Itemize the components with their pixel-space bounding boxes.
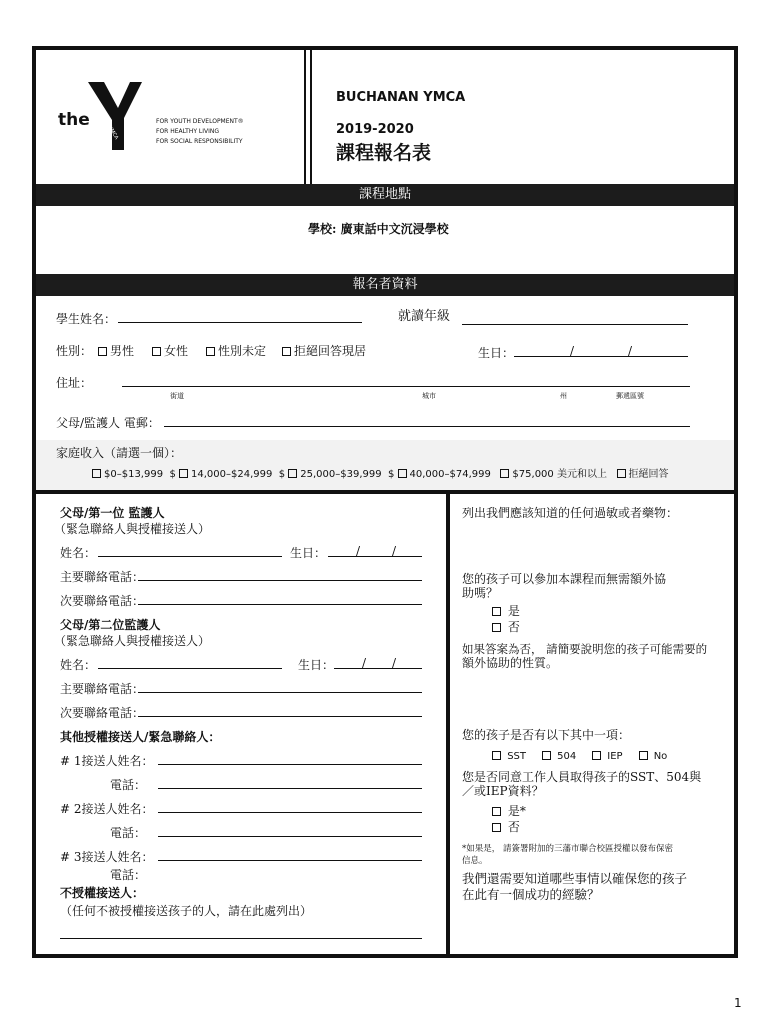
allergy-question: 列出我們應該知道的任何過敏或者藥物： <box>462 506 679 520</box>
checkbox[interactable] <box>492 823 501 832</box>
guardian2-secondary-phone-label: 次要聯絡電話： <box>60 706 145 720</box>
guardian2-secondary-phone-field[interactable] <box>138 716 422 717</box>
plan-no-label: No <box>653 751 668 762</box>
logo-ymca-text: YMCA <box>106 125 120 141</box>
plan-504-label: 504 <box>557 751 577 762</box>
tagline-1: FOR YOUTH DEVELOPMENT® <box>156 118 244 125</box>
consent-no-option[interactable] <box>492 820 520 834</box>
checkbox[interactable] <box>492 623 501 632</box>
footnote-2: 信息。 <box>462 856 488 866</box>
consent-yes-option[interactable] <box>492 804 526 818</box>
tagline-2: FOR HEALTHY LIVING <box>156 128 220 135</box>
income-dollar-3: $ <box>387 469 395 480</box>
pickup3-name-label: # 3接送人姓名： <box>60 850 154 864</box>
other-pickup-title: 其他授權接送人/緊急聯絡人： <box>60 730 221 744</box>
pickup2-name-field[interactable] <box>158 812 422 813</box>
plan-sst-label: SST <box>507 751 526 762</box>
dob-slash-1: / <box>570 344 575 358</box>
plan-iep-label: IEP <box>607 751 623 762</box>
assist-question-1: 您的孩子可以參加本課程而無需額外協 <box>462 572 667 586</box>
income-options <box>92 468 669 482</box>
checkbox[interactable] <box>492 807 501 816</box>
location-bar: 課程地點 <box>36 184 734 206</box>
assist-question-2: 助嗎？ <box>462 586 499 600</box>
guardian1-primary-phone-field[interactable] <box>138 580 422 581</box>
gender-decline-label: 拒絕回答現居 <box>294 344 367 358</box>
checkbox[interactable] <box>98 347 107 356</box>
guardian2-primary-phone-label: 主要聯絡電話： <box>60 682 145 696</box>
income-dollar-1: $ <box>169 469 176 480</box>
gender-female-label: 女性 <box>164 344 189 358</box>
not-authorized-title: 不授權接送人： <box>60 886 145 900</box>
student-name-field[interactable] <box>118 322 362 323</box>
dob-slash-2: / <box>628 344 633 358</box>
guardian2-primary-phone-field[interactable] <box>138 692 422 693</box>
checkbox[interactable] <box>152 347 161 356</box>
guardian1-dob-slash-2: / <box>392 544 397 558</box>
income-section <box>36 440 734 490</box>
page-number: 1 <box>734 996 742 1010</box>
pickup1-phone-label: 電話： <box>110 778 147 792</box>
pickup2-name-label: # 2接送人姓名： <box>60 802 154 816</box>
consent-1: 您是否同意工作人員取得孩子的SST、504與 <box>462 770 702 784</box>
student-name-label: 學生姓名： <box>56 312 117 326</box>
address-street-hint: 街道 <box>170 392 184 400</box>
guardian1-dob-slash-1: / <box>356 544 361 558</box>
pickup1-name-field[interactable] <box>158 764 422 765</box>
gender-decline-option[interactable] <box>282 344 366 358</box>
registrant-bar: 報名者資料 <box>36 274 734 296</box>
guardian1-primary-phone-label: 主要聯絡電話： <box>60 570 145 584</box>
guardian1-name-field[interactable] <box>98 556 282 557</box>
income-opt-6: 拒絕回答 <box>628 469 669 480</box>
guardian1-dob-label: 生日： <box>290 546 327 560</box>
plan-question: 您的孩子是否有以下其中一項： <box>462 728 631 742</box>
guardian1-dob-field[interactable] <box>328 556 422 557</box>
logo-block <box>36 50 306 184</box>
income-opt-5: $75,000 美元和以上 <box>512 469 607 480</box>
guardian2-title: 父母/第二位監護人 <box>60 618 161 632</box>
grade-label: 就讀年級 <box>398 309 451 324</box>
income-opt-1: $0–$13,999 <box>104 469 164 480</box>
guardian1-secondary-phone-field[interactable] <box>138 604 422 605</box>
address-state-hint: 州 <box>560 392 567 400</box>
address-zip-hint: 郵遞區號 <box>616 392 644 400</box>
grade-field[interactable] <box>462 324 688 325</box>
checkbox[interactable] <box>492 751 501 760</box>
dob-label: 生日： <box>478 346 515 360</box>
logo-the-text: the <box>58 110 90 130</box>
guardian1-subtitle: （緊急聯絡人與授權接送人） <box>54 522 211 536</box>
school-name: 學校: 廣東話中文沉浸學校 <box>308 222 449 236</box>
pickup3-phone-label: 電話： <box>110 868 147 882</box>
address-city-hint: 城市 <box>422 392 436 400</box>
guardian1-title: 父母/第一位 監護人 <box>60 506 165 520</box>
address-label: 住址： <box>56 376 93 390</box>
form-frame <box>32 46 738 958</box>
checkbox[interactable] <box>179 469 188 478</box>
plan-options <box>492 750 667 764</box>
guardian2-name-field[interactable] <box>98 668 282 669</box>
assist-no-option[interactable] <box>492 620 520 634</box>
income-opt-3: 25,000–$39,999 <box>300 469 382 480</box>
checkbox[interactable] <box>617 469 626 478</box>
explain-2: 額外協助的性質。 <box>462 656 559 670</box>
not-authorized-subtitle: （任何不被授權接送孩子的人，請在此處列出） <box>60 904 313 918</box>
guardian2-name-label: 姓名： <box>60 658 97 672</box>
form-title: 課程報名表 <box>336 142 432 164</box>
school-year: 2019-2020 <box>336 122 414 137</box>
pickup1-name-label: # 1接送人姓名： <box>60 754 154 768</box>
consent-yes-label: 是* <box>507 804 526 818</box>
guardian1-secondary-phone-label: 次要聯絡電話： <box>60 594 145 608</box>
gender-male-label: 男性 <box>110 344 135 358</box>
ymca-y-logo-icon <box>86 80 144 152</box>
assist-yes-label: 是 <box>507 604 520 618</box>
not-authorized-field[interactable] <box>60 938 422 939</box>
dob-field[interactable] <box>514 356 688 357</box>
checkbox[interactable] <box>92 469 101 478</box>
pickup3-name-field[interactable] <box>158 860 422 861</box>
column-divider <box>446 494 450 958</box>
checkbox[interactable] <box>542 751 551 760</box>
assist-yes-option[interactable] <box>492 604 520 618</box>
guardian2-dob-label: 生日： <box>298 658 335 672</box>
income-opt-2: 14,000–$24,999 <box>191 469 273 480</box>
guardian1-name-label: 姓名： <box>60 546 97 560</box>
assist-no-label: 否 <box>507 620 520 634</box>
checkbox[interactable] <box>288 469 297 478</box>
address-field[interactable] <box>122 386 690 387</box>
checkbox[interactable] <box>639 751 648 760</box>
consent-no-label: 否 <box>507 820 520 834</box>
email-label: 父母/監護人 電郵： <box>56 416 160 430</box>
title-block <box>310 50 734 184</box>
checkbox[interactable] <box>492 607 501 616</box>
pickup2-phone-field[interactable] <box>158 836 422 837</box>
income-label: 家庭收入（請選一個）： <box>56 446 183 460</box>
pickup2-phone-label: 電話： <box>110 826 147 840</box>
guardian2-dob-slash-1: / <box>362 656 367 670</box>
gender-undetermined-label: 性別未定 <box>218 344 267 358</box>
success-question-2: 在此有一個成功的經驗？ <box>462 887 600 902</box>
gender-label: 性別： <box>56 344 93 358</box>
checkbox[interactable] <box>398 469 407 478</box>
guardian2-dob-slash-2: / <box>392 656 397 670</box>
checkbox[interactable] <box>500 469 509 478</box>
guardian2-dob-field[interactable] <box>334 668 422 669</box>
guardian2-subtitle: （緊急聯絡人與授權接送人） <box>54 634 211 648</box>
org-name: BUCHANAN YMCA <box>336 90 466 105</box>
tagline-3: FOR SOCIAL RESPONSIBILITY <box>156 138 243 145</box>
income-opt-4: 40,000–$74,999 <box>409 469 491 480</box>
pickup1-phone-field[interactable] <box>158 788 422 789</box>
footnote-1: *如果是， 請簽署附加的三藩市聯合校區授權以發布保密 <box>462 844 673 854</box>
income-dollar-2: $ <box>278 469 286 480</box>
explain-1: 如果答案為否， 請簡要說明您的孩子可能需要的 <box>462 642 708 656</box>
email-field[interactable] <box>164 426 690 427</box>
success-question-1: 我們還需要知道哪些事情以確保您的孩子 <box>462 871 688 886</box>
lower-section-divider <box>36 490 734 494</box>
consent-2: ／或IEP資料？ <box>462 784 544 798</box>
checkbox[interactable] <box>592 751 601 760</box>
gender-undetermined-option[interactable] <box>206 344 266 358</box>
gender-male-option[interactable] <box>98 344 134 358</box>
gender-female-option[interactable] <box>152 344 188 358</box>
checkbox[interactable] <box>206 347 215 356</box>
checkbox[interactable] <box>282 347 291 356</box>
